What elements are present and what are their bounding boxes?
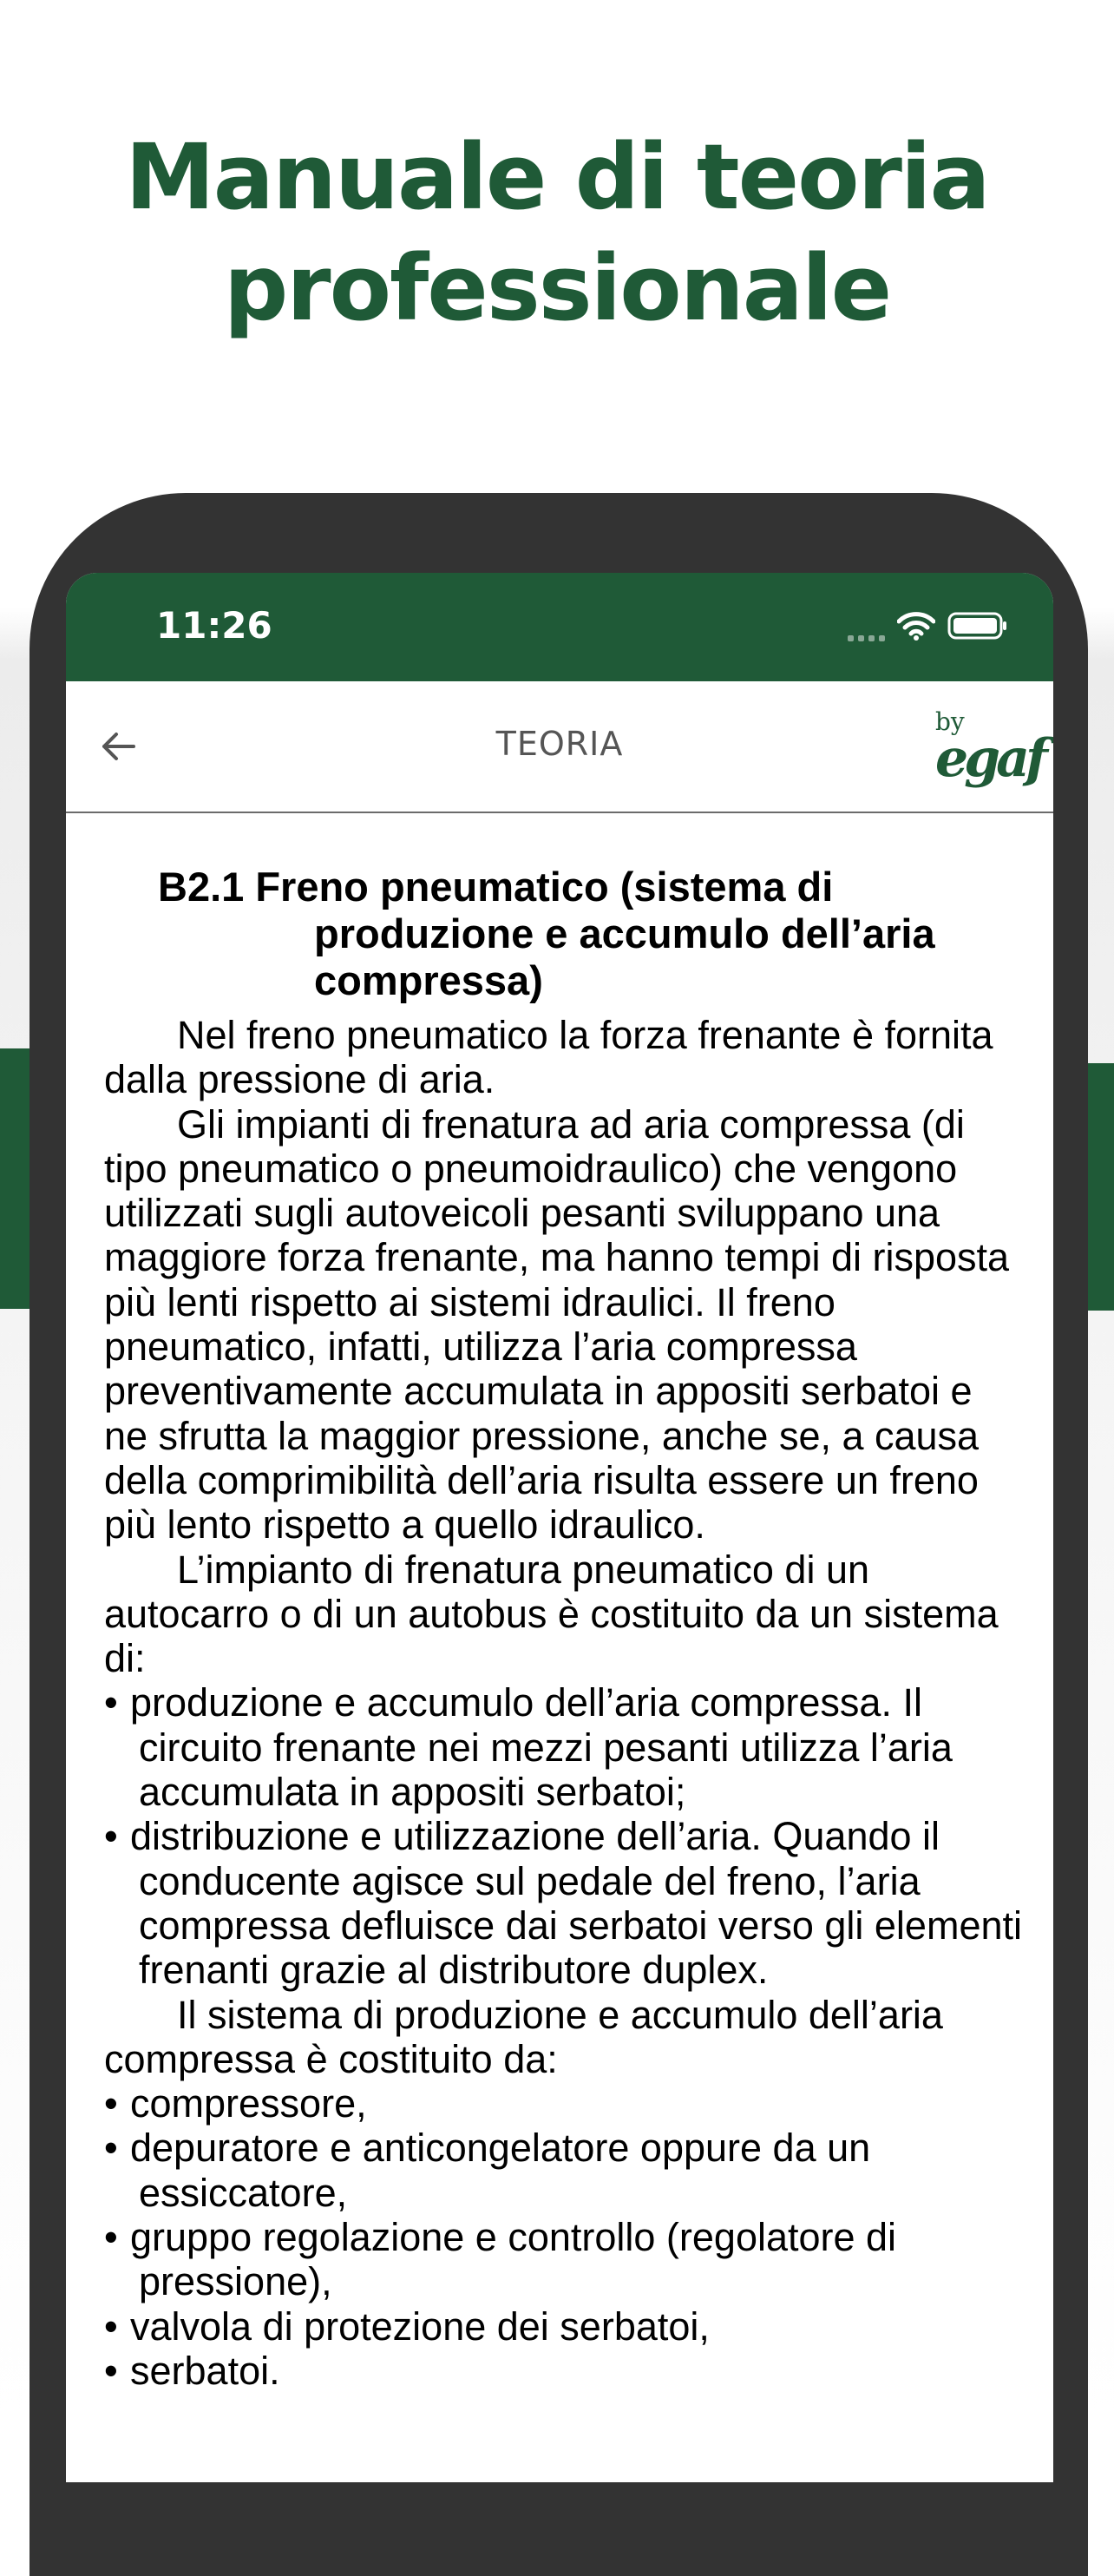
- status-bar: [66, 573, 1053, 681]
- list-item: • produzione e accumulo dell’aria compressa. Il circuito frenante nei mezzi pesanti utilizza l’aria accumulata in appositi serbatoi;: [104, 1680, 1024, 1814]
- paragraph: L’impianto di frenatura pneumatico di un autocarro o di un autobus è costituito da un sistema di:: [104, 1547, 999, 1681]
- promo-headline-line-2: professionale: [223, 235, 891, 341]
- phone-screen: [66, 573, 1053, 2482]
- status-time: 11:26: [156, 604, 272, 647]
- list-item: • distribuzione e utilizzazione dell’aria. Quando il conducente agisce sul pedale del freno, l’aria compressa defluisce dai serbatoi verso gli elementi frenanti grazie al distributore duplex.: [104, 1814, 1024, 1992]
- paragraph: Nel freno pneumatico la forza frenante è fornita dalla pressione di aria.: [104, 1013, 993, 1102]
- paragraph: Gli impianti di frenatura ad aria compressa (di tipo pneumatico o pneumoidraulico) che vengono utilizzati sugli autoveicoli pesanti sviluppano una maggiore forza frenante, ma hanno tempi di risposta più lenti rispetto ai sistemi idraulici. Il freno pneumatico, infatti, utilizza l’aria compressa preventivamente accumulata in appositi serbatoi e ne sfrutta la maggior pressione, anche se, a causa della comprimibilità dell’aria risulta essere un freno più lento rispetto a quello idraulico.: [104, 1101, 1010, 1548]
- top-navigation-bar: [66, 681, 1053, 813]
- promo-headline-line-1: Manuale di teoria: [125, 124, 989, 230]
- logo-by-text: by: [935, 707, 965, 736]
- bullet-list: [104, 2081, 1024, 2393]
- theory-content: [104, 864, 1024, 2393]
- list-item: • depuratore e anticongelatore oppure da un essiccatore,: [104, 2126, 1024, 2215]
- promo-headline: [0, 122, 1114, 344]
- paragraph: Il sistema di produzione e accumulo dell’aria compressa è costituito da:: [104, 1992, 943, 2081]
- status-icons: [848, 611, 1008, 645]
- page-title: TEORIA: [495, 725, 624, 763]
- logo-wordmark: egaf: [935, 728, 1044, 789]
- list-item: • gruppo regolazione e controllo (regolatore di pressione),: [104, 2215, 1024, 2304]
- bullet-list: [104, 1680, 1024, 1992]
- section-heading: B2.1 Freno pneumatico (sistema di produzione e accumulo dell’aria compressa): [158, 864, 935, 1003]
- list-item: • compressore,: [104, 2081, 1024, 2126]
- signal-icon: [848, 615, 885, 641]
- list-item: • serbatoi.: [104, 2349, 1024, 2393]
- list-item: • valvola di protezione dei serbatoi,: [104, 2304, 1024, 2349]
- egaf-logo: [935, 707, 1044, 794]
- wifi-icon: [897, 611, 935, 645]
- battery-icon: [947, 611, 1008, 645]
